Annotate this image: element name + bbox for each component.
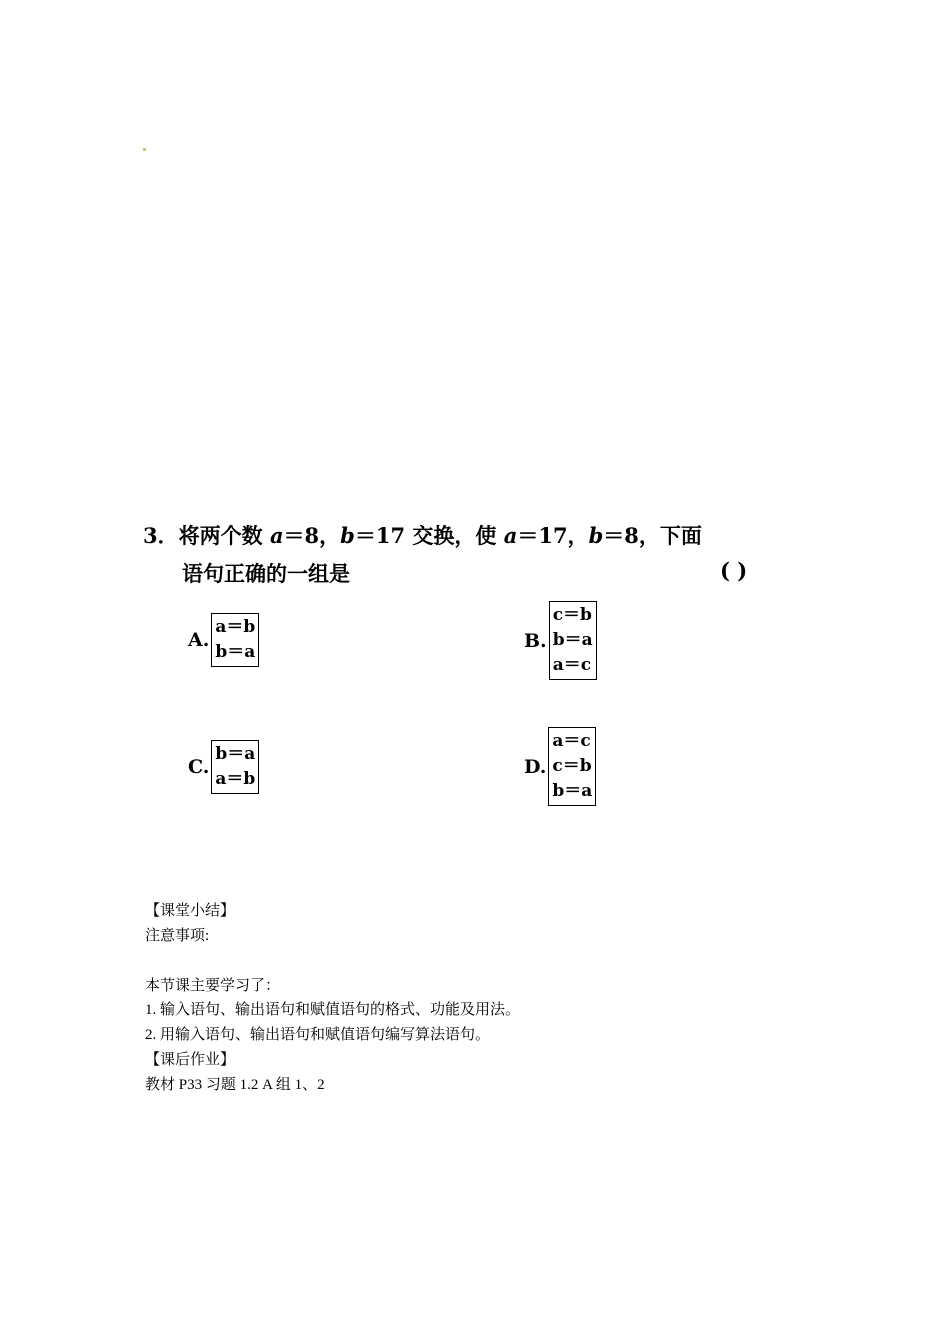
question-text: 将两个数 xyxy=(178,523,270,548)
option-label: D. xyxy=(524,755,547,778)
var-b: b xyxy=(588,523,604,548)
summary-heading: 【课堂小结】 xyxy=(145,903,236,919)
code-line: b＝a xyxy=(215,744,256,764)
question-number: 3． xyxy=(143,523,179,548)
homework-heading: 【课后作业】 xyxy=(145,1052,236,1068)
option-label: A. xyxy=(188,629,210,651)
code-line: c＝b xyxy=(552,756,592,776)
var-a: a xyxy=(269,523,284,548)
answer-parentheses: ( ) xyxy=(720,558,748,583)
option-a[interactable] xyxy=(188,613,259,667)
question-text: ＝17 交换，使 xyxy=(354,523,504,548)
decorative-dot xyxy=(143,148,146,151)
code-box xyxy=(211,613,259,667)
option-label: C. xyxy=(188,756,210,778)
question-text: ＝8，下面 xyxy=(603,523,702,548)
code-line: b＝a xyxy=(552,630,593,650)
question-line-2: 语句正确的一组是 xyxy=(182,561,350,586)
code-line: b＝a xyxy=(215,642,256,662)
question-line-1 xyxy=(143,520,702,550)
question-text: ＝8， xyxy=(283,523,341,548)
homework-text: 教材 P33 习题 1.2 A 组 1、2 xyxy=(145,1077,325,1093)
option-label: B. xyxy=(524,629,547,652)
summary-note: 注意事项: xyxy=(145,928,210,944)
code-line: a＝c xyxy=(552,655,592,675)
code-line: c＝b xyxy=(552,605,592,625)
summary-intro: 本节课主要学习了： xyxy=(145,978,281,994)
code-box xyxy=(549,601,597,680)
option-d[interactable] xyxy=(524,727,596,806)
code-line: a＝c xyxy=(552,731,591,751)
summary-item-1: 1. 输入语句、输出语句和赋值语句的格式、功能及用法。 xyxy=(145,1002,521,1018)
var-a: a xyxy=(503,523,518,548)
code-line: b＝a xyxy=(552,781,593,801)
summary-item-2: 2. 用输入语句、输出语句和赋值语句编写算法语句。 xyxy=(145,1027,491,1043)
question-text: ＝17， xyxy=(517,523,589,548)
code-box xyxy=(548,727,596,806)
option-b[interactable] xyxy=(524,601,597,680)
code-line: a＝b xyxy=(215,769,256,789)
code-line: a＝b xyxy=(215,617,256,637)
var-b: b xyxy=(340,523,355,548)
code-box xyxy=(211,740,259,794)
option-c[interactable] xyxy=(188,740,259,794)
